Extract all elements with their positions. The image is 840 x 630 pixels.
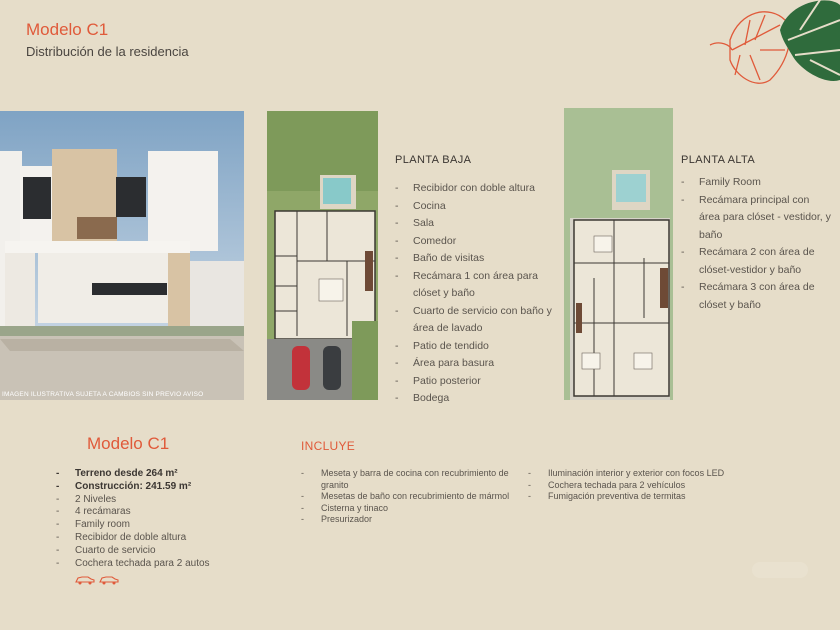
list-item: - Construcción: 241.59 m² <box>56 481 210 494</box>
planta-baja-list <box>395 180 555 408</box>
list-item: - Cuarto de servicio <box>56 545 210 558</box>
floor-plan-upper <box>564 108 673 400</box>
planta-alta-list <box>681 174 831 314</box>
list-item: - Fumigación preventiva de termitas <box>528 491 758 503</box>
list-item: - Recibidor con doble altura <box>395 180 555 198</box>
list-item: - 2 Niveles <box>56 494 210 507</box>
photo-caption: IMAGEN ILUSTRATIVA SUJETA A CAMBIOS SIN PREVIO AVISO <box>2 391 204 398</box>
list-item: - Recámara 3 con área de clóset y baño <box>681 279 831 314</box>
list-item: - Terreno desde 264 m² <box>56 468 210 481</box>
list-item: - Recámara 2 con área de clóset-vestidor y baño <box>681 244 831 279</box>
list-item: - Área para basura <box>395 355 555 373</box>
list-item: - Iluminación interior y exterior con focos LED <box>528 468 758 480</box>
car-icon <box>75 575 95 585</box>
list-item: - Meseta y barra de cocina con recubrimiento de granito <box>301 468 526 491</box>
list-item: - Comedor <box>395 233 555 251</box>
list-item: - Recámara principal con área para clóset - vestidor, y baño <box>681 192 831 245</box>
list-item: - Recibidor de doble altura <box>56 532 210 545</box>
planta-alta-title: PLANTA ALTA <box>681 154 756 166</box>
incluye-title: INCLUYE <box>301 439 356 453</box>
list-item: - Mesetas de baño con recubrimiento de mármol <box>301 491 526 503</box>
list-item: - Presurizador <box>301 514 526 526</box>
list-item: - Cochera techada para 2 autos <box>56 558 210 571</box>
planta-baja-title: PLANTA BAJA <box>395 154 472 166</box>
list-item: - Sala <box>395 215 555 233</box>
incluye-list-1 <box>301 468 526 526</box>
house-photo <box>0 111 244 400</box>
watermark-icon <box>750 558 810 582</box>
list-item: - Cuarto de servicio con baño y área de lavado <box>395 303 555 338</box>
list-item: - Family room <box>56 519 210 532</box>
floor-plan-ground <box>267 111 378 400</box>
list-item: - Cocina <box>395 198 555 216</box>
list-item: - Bodega <box>395 390 555 408</box>
car-icons <box>75 575 119 585</box>
list-item: - 4 recámaras <box>56 506 210 519</box>
list-item: - Patio posterior <box>395 373 555 391</box>
list-item: - Patio de tendido <box>395 338 555 356</box>
leaf-decoration-icon <box>700 0 840 95</box>
list-item: - Cisterna y tinaco <box>301 503 526 515</box>
incluye-list-2 <box>528 468 758 503</box>
car-icon <box>99 575 119 585</box>
list-item: - Baño de visitas <box>395 250 555 268</box>
page-subtitle: Distribución de la residencia <box>26 44 189 59</box>
model-features-list <box>56 468 210 570</box>
page-title: Modelo C1 <box>26 20 109 39</box>
list-item: - Cochera techada para 2 vehículos <box>528 480 758 492</box>
list-item: - Family Room <box>681 174 831 192</box>
model-features-title: Modelo C1 <box>87 434 170 453</box>
list-item: - Recámara 1 con área para clóset y baño <box>395 268 555 303</box>
